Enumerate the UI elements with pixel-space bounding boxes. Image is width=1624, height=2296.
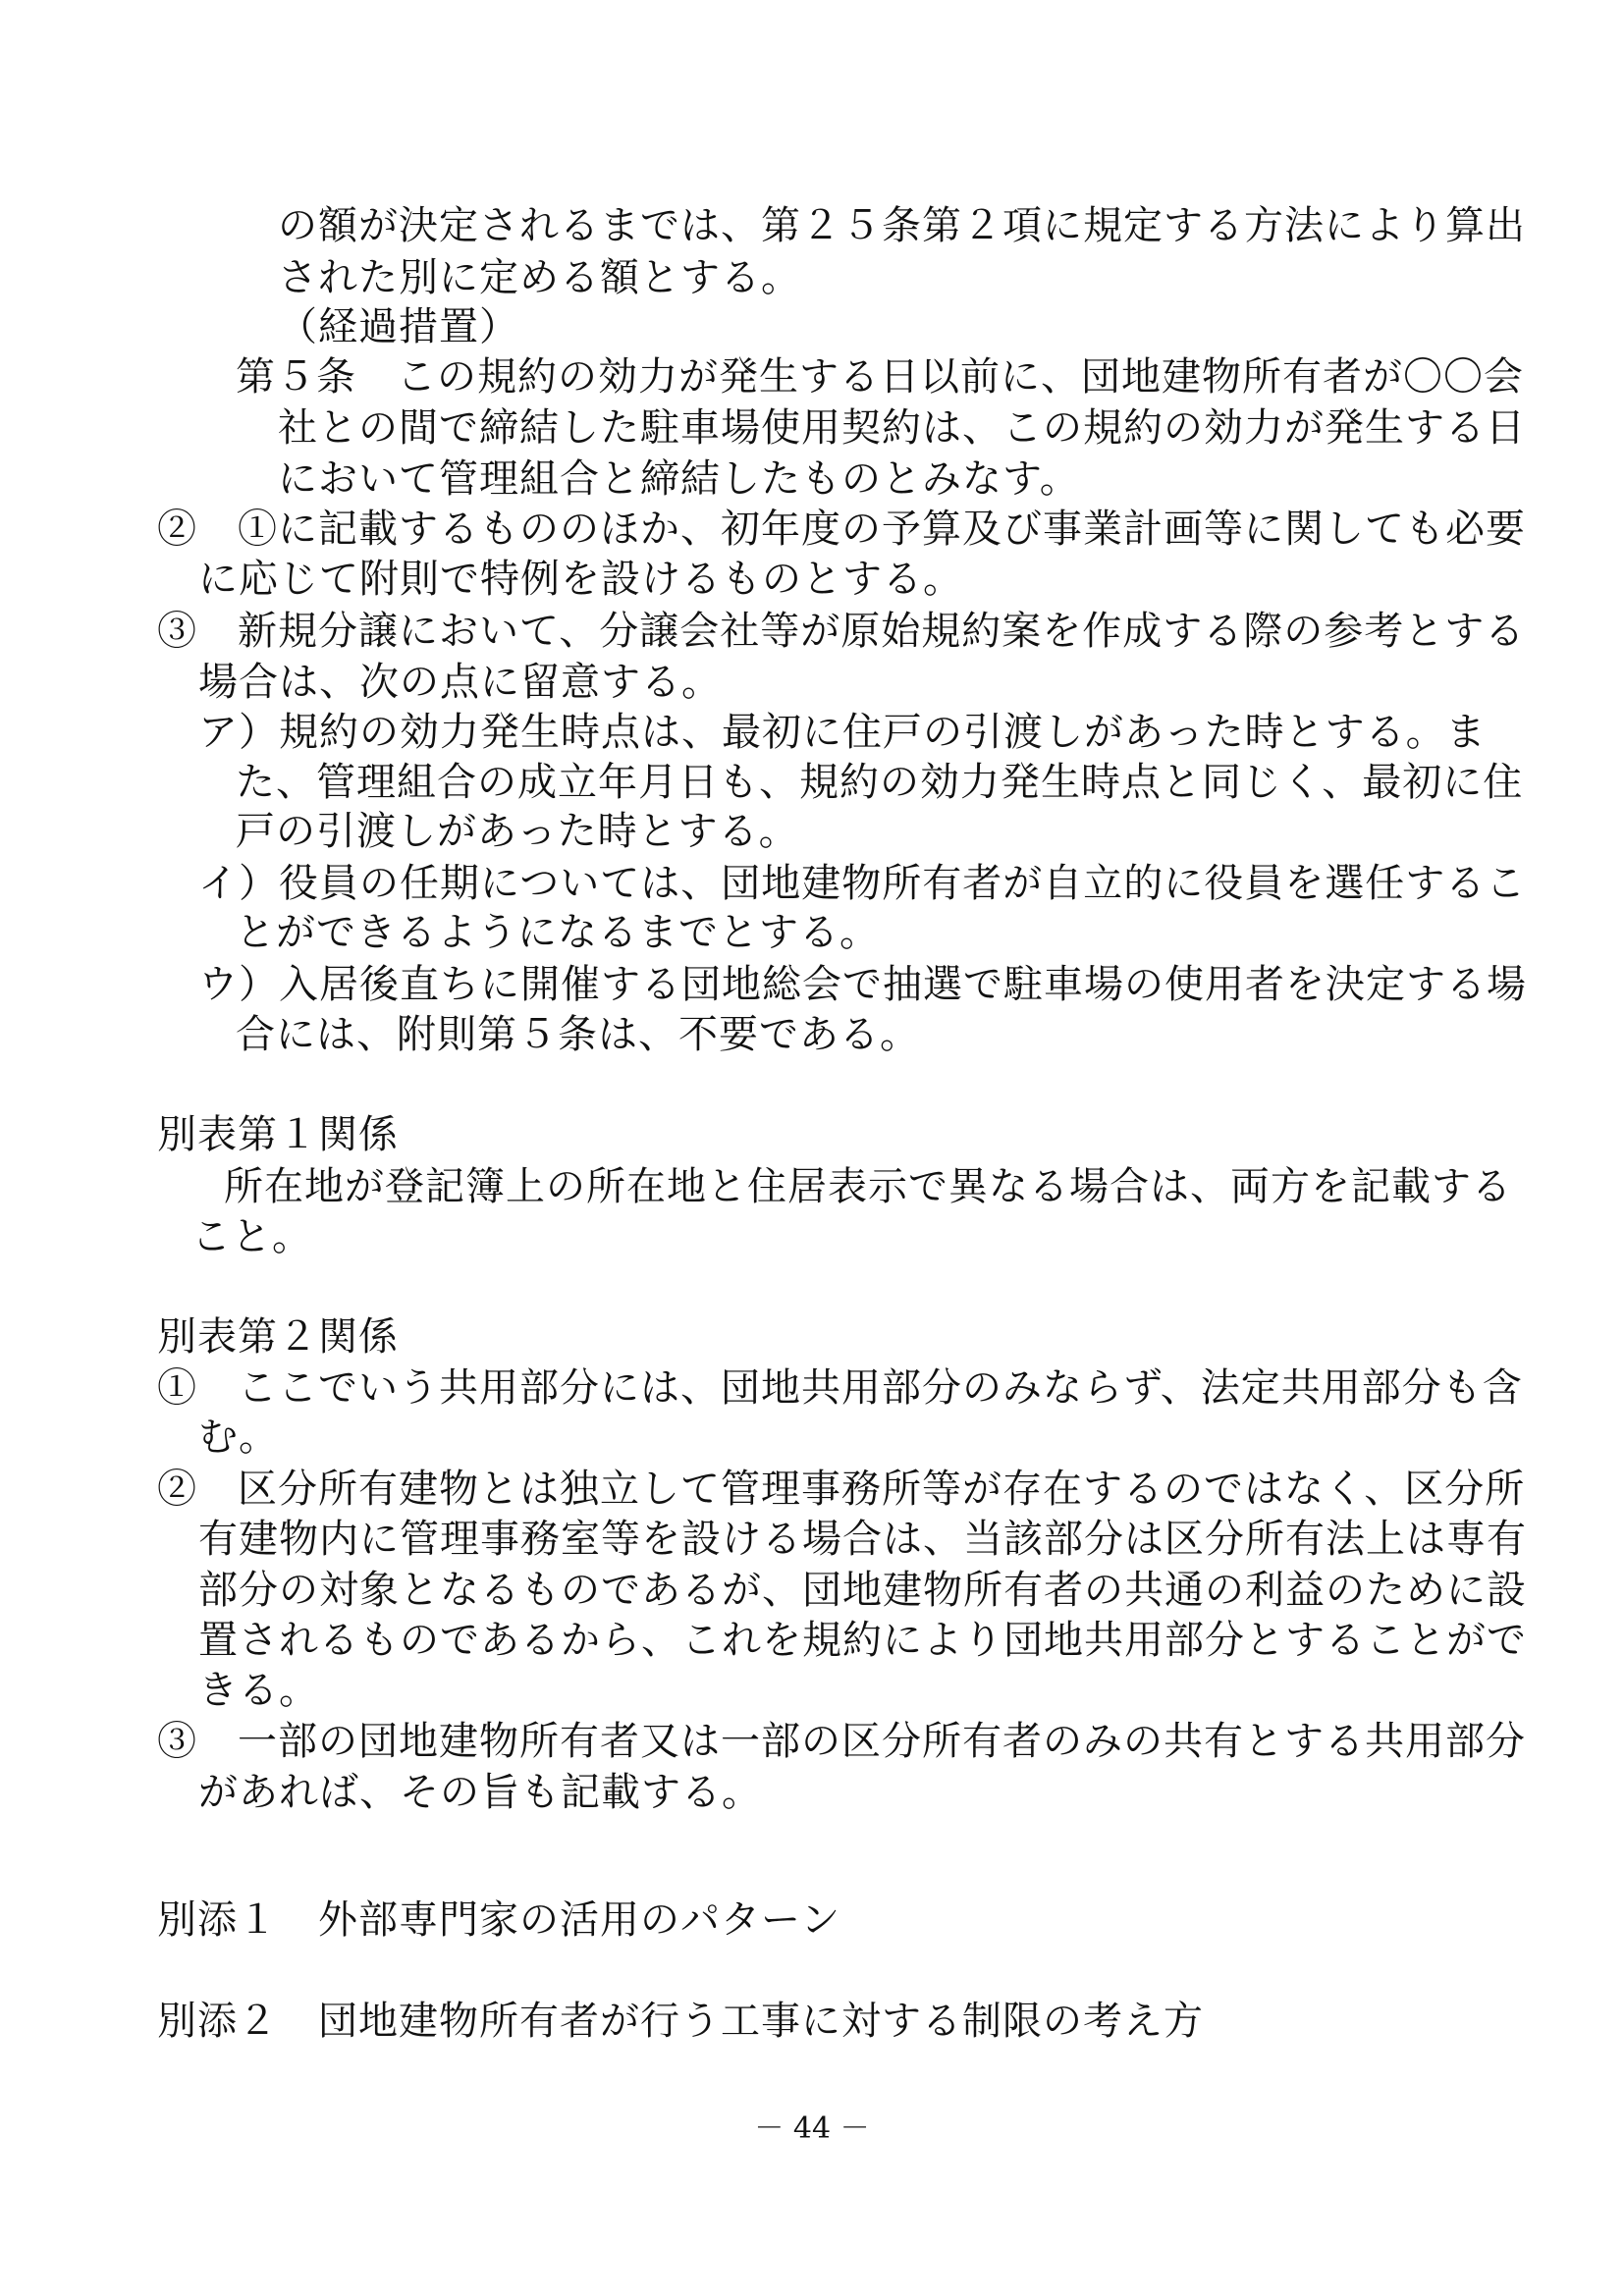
text-line: 有建物内に管理事務室等を設ける場合は、当該部分は区分所有法上は専有 xyxy=(198,1517,1527,1562)
text-line: に応じて附則で特例を設けるものとする。 xyxy=(198,557,963,602)
text-line: こと。 xyxy=(191,1214,312,1259)
text-line: ア）規約の効力発生時点は、最初に住戸の引渡しがあった時とする。ま xyxy=(198,710,1487,755)
text-line: とができるようになるまでとする。 xyxy=(236,910,880,955)
text-line: があれば、その旨も記載する。 xyxy=(198,1770,762,1815)
text-line: ② ①に記載するもののほか、初年度の予算及び事業計画等に関しても必要 xyxy=(157,507,1526,552)
text-line: 部分の対象となるものであるが、団地建物所有者の共通の利益のために設 xyxy=(198,1568,1527,1613)
text-line: 所在地が登記簿上の所在地と住居表示で異なる場合は、両方を記載する xyxy=(224,1164,1512,1209)
text-line: 置されるものであるから、これを規約により団地共用部分とすることがで xyxy=(198,1618,1527,1663)
section-heading: 別表第１関係 xyxy=(157,1112,399,1157)
text-line: された別に定める額とする。 xyxy=(278,255,801,300)
page-number: － 44 － xyxy=(754,2111,870,2146)
section-heading: 別表第２関係 xyxy=(157,1314,399,1360)
text-line: ウ）入居後直ちに開催する団地総会で抽選で駐車場の使用者を決定する場 xyxy=(198,962,1527,1007)
text-line: 合には、附則第５条は、不要である。 xyxy=(236,1012,920,1057)
text-line: ② 区分所有建物とは独立して管理事務所等が存在するのではなく、区分所 xyxy=(157,1467,1526,1512)
text-line: きる。 xyxy=(198,1668,319,1713)
text-line: において管理組合と締結したものとみなす。 xyxy=(278,456,1080,502)
text-line: イ）役員の任期については、団地建物所有者が自立的に役員を選任するこ xyxy=(198,861,1527,906)
section-heading: （経過措置） xyxy=(278,304,519,349)
section-heading: 別添２ 団地建物所有者が行う工事に対する制限の考え方 xyxy=(157,1999,1204,2044)
text-line: 第５条 この規約の効力が発生する日以前に、団地建物所有者が〇〇会 xyxy=(236,354,1524,400)
text-line: た、管理組合の成立年月日も、規約の効力発生時点と同じく、最初に住 xyxy=(236,760,1524,805)
text-line: ① ここでいう共用部分には、団地共用部分のみならず、法定共用部分も含 xyxy=(157,1365,1523,1411)
text-line: む。 xyxy=(198,1415,279,1460)
text-line: 社との間で締結した駐車場使用契約は、この規約の効力が発生する日 xyxy=(278,405,1526,451)
text-line: 戸の引渡しがあった時とする。 xyxy=(236,809,799,854)
section-heading: 別添１ 外部専門家の活用のパターン xyxy=(157,1897,841,1943)
text-line: 場合は、次の点に留意する。 xyxy=(198,660,722,705)
text-line: ③ 新規分譲において、分譲会社等が原始規約案を作成する際の参考とする xyxy=(157,609,1526,654)
text-line: の額が決定されるまでは、第２５条第２項に規定する方法により算出 xyxy=(278,203,1526,248)
text-line: ③ 一部の団地建物所有者又は一部の区分所有者のみの共有とする共用部分 xyxy=(157,1719,1526,1764)
